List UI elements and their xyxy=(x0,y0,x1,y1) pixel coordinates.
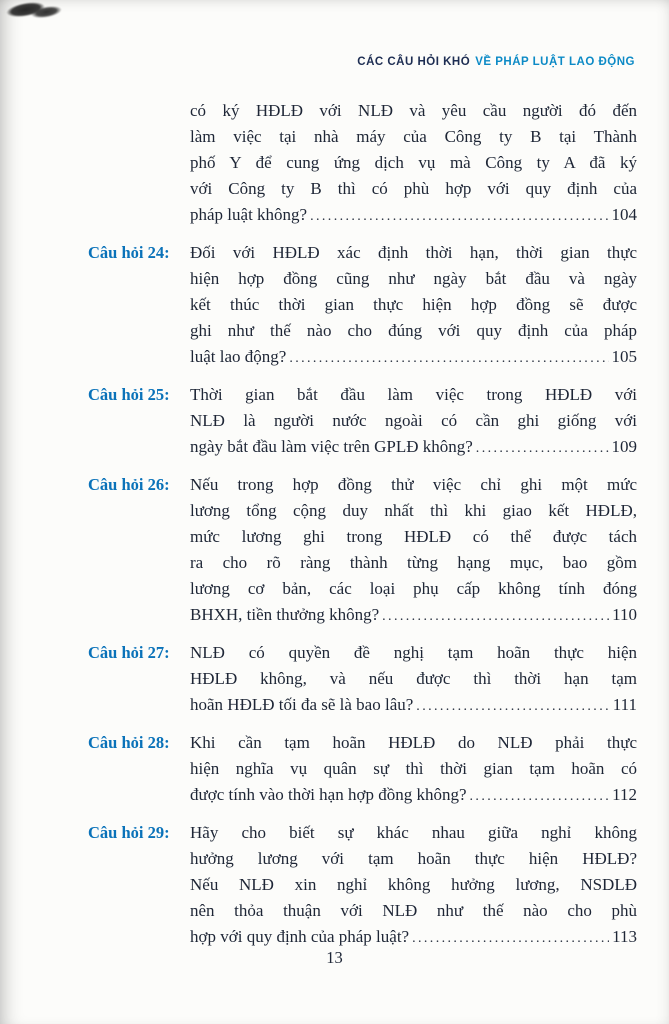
question-label: Câu hỏi 28: xyxy=(88,733,170,752)
toc-last-line xyxy=(190,202,637,230)
toc-line: nên thỏa thuận với NLĐ như thế nào cho phù xyxy=(190,901,637,920)
toc-entry xyxy=(88,820,637,952)
toc-line: hiện nghĩa vụ quân sự thì thời gian tạm hoãn có xyxy=(190,759,637,778)
question-text xyxy=(190,640,637,720)
question-text xyxy=(190,98,637,230)
page-ref: 111 xyxy=(612,695,637,714)
toc-line: lương cơ bản, các loại phụ cấp không tính đóng xyxy=(190,579,637,598)
toc-line: BHXH, tiền thưởng không? xyxy=(190,605,380,624)
dot-leader xyxy=(416,694,609,720)
question-text xyxy=(190,382,637,462)
toc-line: HĐLĐ không, và nếu được thì thời hạn tạm xyxy=(190,669,637,688)
toc-line: Đối với HĐLĐ xác định thời hạn, thời gian thực xyxy=(190,243,637,262)
folio-page-number: 13 xyxy=(326,948,343,967)
toc-line: NLĐ là người nước ngoài có cần ghi giống với xyxy=(190,411,637,430)
question-label: Câu hỏi 29: xyxy=(88,823,170,842)
toc-last-line xyxy=(190,782,637,810)
toc-line: hưởng lương với tạm hoãn thực hiện HĐLĐ? xyxy=(190,849,637,868)
toc-line: lương tổng cộng duy nhất thì khi giao kết HĐLĐ, xyxy=(190,501,637,520)
question-text xyxy=(190,472,637,630)
dot-leader xyxy=(476,436,609,462)
toc-line: Hãy cho biết sự khác nhau giữa nghỉ không xyxy=(190,823,637,842)
question-text xyxy=(190,820,637,952)
question-text xyxy=(190,730,637,810)
question-label: Câu hỏi 26: xyxy=(88,475,170,494)
dot-leader xyxy=(382,604,609,630)
toc-entry xyxy=(88,240,637,372)
toc-entry xyxy=(88,382,637,462)
toc-line: Nếu NLĐ xin nghỉ không hưởng lương, NSDLĐ xyxy=(190,875,637,894)
toc-line: ra cho rõ ràng thành từng hạng mục, bao gồm xyxy=(190,553,637,572)
toc-last-line xyxy=(190,692,637,720)
running-header xyxy=(0,56,635,68)
toc-line: Khi cần tạm hoãn HĐLĐ do NLĐ phải thực xyxy=(190,733,637,752)
toc-line: Nếu trong hợp đồng thử việc chỉ ghi một mức xyxy=(190,475,637,494)
toc-line: kết thúc thời gian thực hiện hợp đồng sẽ được xyxy=(190,295,637,314)
toc-line: luật lao động? xyxy=(190,347,287,366)
page-ref: 109 xyxy=(611,437,637,456)
toc-line: pháp luật không? xyxy=(190,205,308,224)
toc-last-line xyxy=(190,602,637,630)
toc-last-line xyxy=(190,434,637,462)
toc-entry xyxy=(88,640,637,720)
dot-leader xyxy=(470,784,610,810)
toc-line: hoãn HĐLĐ tối đa sẽ là bao lâu? xyxy=(190,695,414,714)
toc-line: được tính vào thời hạn hợp đồng không? xyxy=(190,785,467,804)
toc-line: làm việc tại nhà máy của Công ty B tại Thành xyxy=(190,127,637,146)
toc-line: với Công ty B thì có phù hợp với quy định của xyxy=(190,179,637,198)
question-label: Câu hỏi 25: xyxy=(88,385,170,404)
header-title-dark: CÁC CÂU HỎI KHÓ xyxy=(357,56,471,68)
toc-line: hiện hợp đồng cũng như ngày bắt đầu và ngày xyxy=(190,269,637,288)
header-title-blue: VỀ PHÁP LUẬT LAO ĐỘNG xyxy=(475,56,635,68)
dot-leader xyxy=(310,204,608,230)
page-ref: 104 xyxy=(611,205,637,224)
toc-line: có ký HĐLĐ với NLĐ và yêu cầu người đó đến xyxy=(190,101,637,120)
page-ref: 112 xyxy=(612,785,637,804)
table-of-contents xyxy=(88,98,637,962)
page-ref: 105 xyxy=(611,347,637,366)
question-label: Câu hỏi 27: xyxy=(88,643,170,662)
scan-artifact xyxy=(2,0,69,33)
page-ref: 113 xyxy=(612,927,637,946)
question-label: Câu hỏi 24: xyxy=(88,243,170,262)
toc-line: hợp với quy định của pháp luật? xyxy=(190,927,410,946)
toc-last-line xyxy=(190,344,637,372)
toc-line: phố Y để cung ứng dịch vụ mà Công ty A đã ký xyxy=(190,153,637,172)
toc-entry xyxy=(88,472,637,630)
question-text xyxy=(190,240,637,372)
toc-line: ngày bắt đầu làm việc trên GPLĐ không? xyxy=(190,437,473,456)
toc-entry xyxy=(88,730,637,810)
dot-leader xyxy=(289,346,608,372)
toc-line: NLĐ có quyền đề nghị tạm hoãn thực hiện xyxy=(190,643,637,662)
toc-entry xyxy=(88,98,637,230)
toc-line: Thời gian bắt đầu làm việc trong HĐLĐ với xyxy=(190,385,637,404)
page-ref: 110 xyxy=(612,605,637,624)
toc-line: mức lương ghi trong HĐLĐ có thể được tách xyxy=(190,527,637,546)
toc-line: ghi như thế nào cho đúng với quy định của pháp xyxy=(190,321,637,340)
